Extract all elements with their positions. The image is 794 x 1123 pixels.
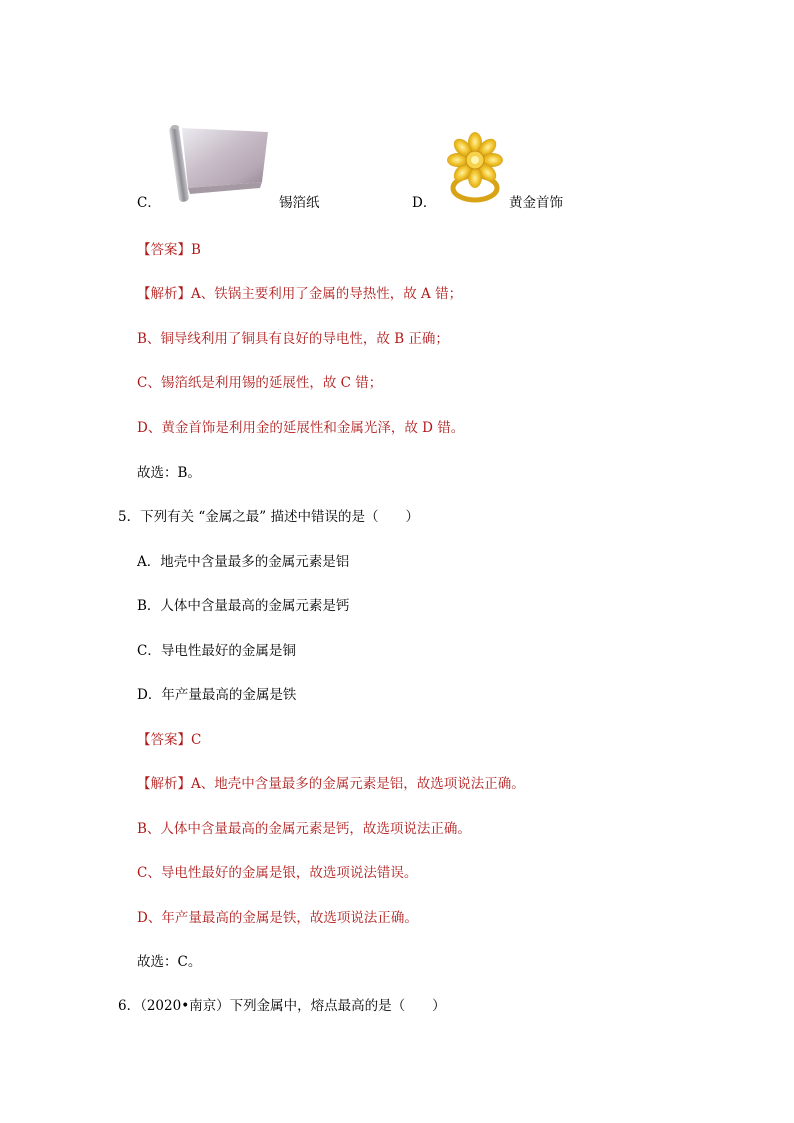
q4-analysis-line: D、黄金首饰是利用金的延展性和金属光泽，故 D 错。 (137, 420, 465, 436)
q5-analysis-line: B、人体中含量最高的金属元素是钙，故选项说法正确。 (137, 821, 471, 837)
q5-option: D．年产量最高的金属是铁 (137, 687, 297, 703)
q4-analysis-line (137, 285, 462, 303)
answer-value: C (191, 732, 202, 748)
tin-foil-roll-icon (168, 122, 276, 204)
q5-answer (137, 731, 201, 749)
answer-value: B (191, 242, 201, 258)
q5-analysis-line: C、导电性最好的金属是银，故选项说法错误。 (137, 865, 418, 881)
q6-stem: 6．（2020•南京）下列金属中，熔点最高的是（ ） (118, 998, 446, 1014)
option-c-letter: C． (137, 195, 161, 211)
analysis-text: A、铁锅主要利用了金属的导热性，故 A 错； (191, 286, 463, 302)
q4-answer (137, 241, 201, 259)
answer-tag: 【答案】 (137, 242, 191, 258)
q4-conclusion: 故选：B。 (137, 465, 201, 481)
option-d-letter: D． (412, 195, 437, 211)
analysis-tag: 【解析】 (137, 776, 191, 792)
gold-ring-icon (443, 130, 507, 206)
option-c-caption: 锡箔纸 (279, 195, 320, 211)
q5-analysis-line: D、年产量最高的金属是铁，故选项说法正确。 (137, 910, 418, 926)
q5-option: B．人体中含量最高的金属元素是钙 (137, 598, 350, 614)
q5-option: C．导电性最好的金属是铜 (137, 643, 296, 659)
q4-analysis-line: C、锡箔纸是利用锡的延展性，故 C 错； (137, 375, 383, 391)
option-d-caption: 黄金首饰 (509, 195, 563, 211)
answer-tag: 【答案】 (137, 732, 191, 748)
q5-option: A．地壳中含量最多的金属元素是铝 (137, 554, 350, 570)
q4-analysis-line: B、铜导线利用了铜具有良好的导电性，故 B 正确； (137, 331, 449, 347)
q5-stem: 5．下列有关 “金属之最” 描述中错误的是（ ） (118, 509, 419, 525)
q5-analysis-line (137, 775, 525, 793)
q5-conclusion: 故选：C。 (137, 954, 202, 970)
analysis-text: A、地壳中含量最多的金属元素是铝，故选项说法正确。 (191, 776, 525, 792)
analysis-tag: 【解析】 (137, 286, 191, 302)
